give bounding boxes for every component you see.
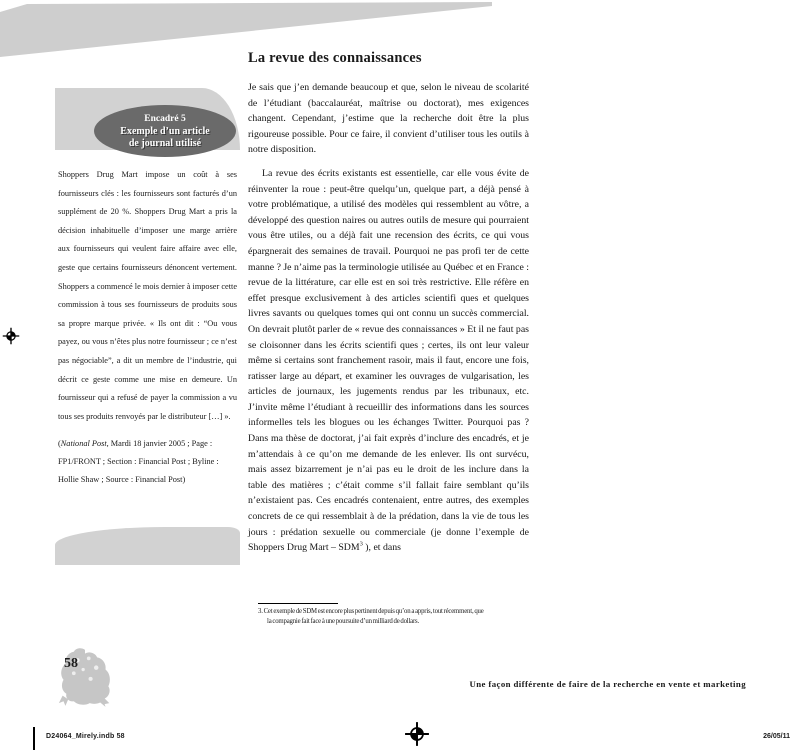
sidebar-title-line1: Exemple d’un article (120, 125, 210, 137)
registration-mark-icon (404, 721, 430, 747)
paragraph-2-suffix: ), et dans (362, 542, 401, 554)
print-date: 26/05/11 (763, 733, 790, 740)
main-column (248, 50, 746, 556)
sidebar-bottom-band (55, 527, 240, 565)
footnote-block (258, 603, 486, 626)
sidebar-title-line2: de journal utilisé (128, 137, 202, 149)
footnote-reference: 3 (359, 540, 363, 548)
footnote-divider (258, 603, 338, 604)
running-footer-title: Une façon différente de faire de la recherche en vente et marketing (469, 679, 746, 689)
sidebar-tag: Encadré 5 (144, 113, 186, 124)
body-paragraph-2 (248, 166, 529, 556)
footnote-text: 3. Cet exemple de SDM est encore plus pertinent depuis qu’on a appris, tout récemment, que la compagnie fait face à une poursuite d’un milliard de dollars. (258, 608, 484, 625)
registration-mark-icon (2, 327, 20, 345)
sidebar-attribution (58, 435, 237, 489)
sidebar-quote-text: Shoppers Drug Mart impose un coût à ses fournisseurs clés : les fournisseurs sont facturés d’un supplément de 20 %. Shoppers Drug Mart a pris la décision inhabituelle d’imposer une marge arrière aux fournisseurs qui veulent faire affaire avec elle, geste que certains fournisseurs dénoncent vertement. Shoppers a commencé le mois dernier à imposer cette commission à tous ses fournisseurs de produits sous sa propre marque privée. « Ils ont dit : “Ou vous payez, ou vous n’êtes plus notre fournisseur ; ce n’est pas négociable”, a dit un membre de l’industrie, qui décrit ce geste comme une mise en demeure. Un fournisseur qui a refusé de payer la commission a vu tous ses produits renvoyés par le distributeur […] ». (58, 170, 237, 421)
sidebar-article (58, 166, 237, 489)
paragraph-2-text: La revue des écrits existants est essentielle, car elle vous évite de réinventer la roue : peut-être quelqu’un, quelque part, a déjà pensé à votre problématique, a utilisé des modèles qui ressemblent au vôtre, a développé des question naires ou autres outils de mesure qui pourraient vous être utiles, ou a déjà fait une recension des écrits, ce qui vous épargnerait des semaines de travail. Pourquoi ne pas profi ter de cette manne ? Je n’aime pas la terminologie utilisée au Québec et en France : revue de la littérature, car elle est en soi très restrictive. Elle réfère en effet presque exclusivement à des articles scientifi ques et quelques livres savants ou quelques tomes qui ont connu un succès commercial. On devrait plutôt parler de « revue des connaissances » Et il ne faut pas se cloisonner dans les écrits scientifi ques ; certes, ils ont leur valeur même si certains sont franchement rasoir, mais il faut, encore une fois, ratisser large au départ, et examiner les ouvrages de vulgarisation, les articles de journaux, les jugements rendus par les tribunaux, etc. J’invite même l’étudiant à recueillir des informations dans les sources informelles tels les blogues ou les échanges Twitter. Pourquoi pas ? Dans ma thèse de doctorat, j’ai fait exprès d’inclure des encadrés, et je m’attendais à ce qu’on me demande de les enlever. Ils ont survécu, mais assez bizarrement je n’ai pas eu le droit de les inclure dans la table des matières ; c’était comme s’il fallait faire semblant qu’ils n’existaient pas. Ces encadrés contenaient, entre autres, des exemples concrets de ce qui ressemblait à de la prédation, dans la vie de tous les jours : prédation sexuelle ou commerciale (je donne l’exemple de Shoppers Drug Mart – SDM (248, 167, 530, 554)
sidebar-ellipse-badge (94, 105, 236, 157)
attribution-source: National Post (60, 439, 107, 449)
body-paragraph-1: Je sais que j’en demande beaucoup et que, selon le niveau de scolarité de l’étudiant (baccalauréat, maîtrise ou doctorat), mes exigences changent. Cependant, j’estime que la recherche doit être la plus rigoureuse possible. Pour ce faire, il convient d’utiliser tous les outils à notre disposition. (248, 82, 529, 156)
page-title: La revue des connaissances (248, 50, 422, 66)
sidebar-box (55, 88, 240, 565)
attribution-details: , Mardi 18 janvier 2005 ; Page : FP1/FRONT ; Section : Financial Post ; Byline : Hollie Shaw ; Source : Financial Post) (58, 439, 219, 485)
page-number: 58 (64, 656, 78, 671)
print-slug: D24064_Mirely.indb 58 (46, 733, 125, 740)
crop-line (33, 727, 35, 750)
attribution-prefix: ( (58, 439, 61, 449)
